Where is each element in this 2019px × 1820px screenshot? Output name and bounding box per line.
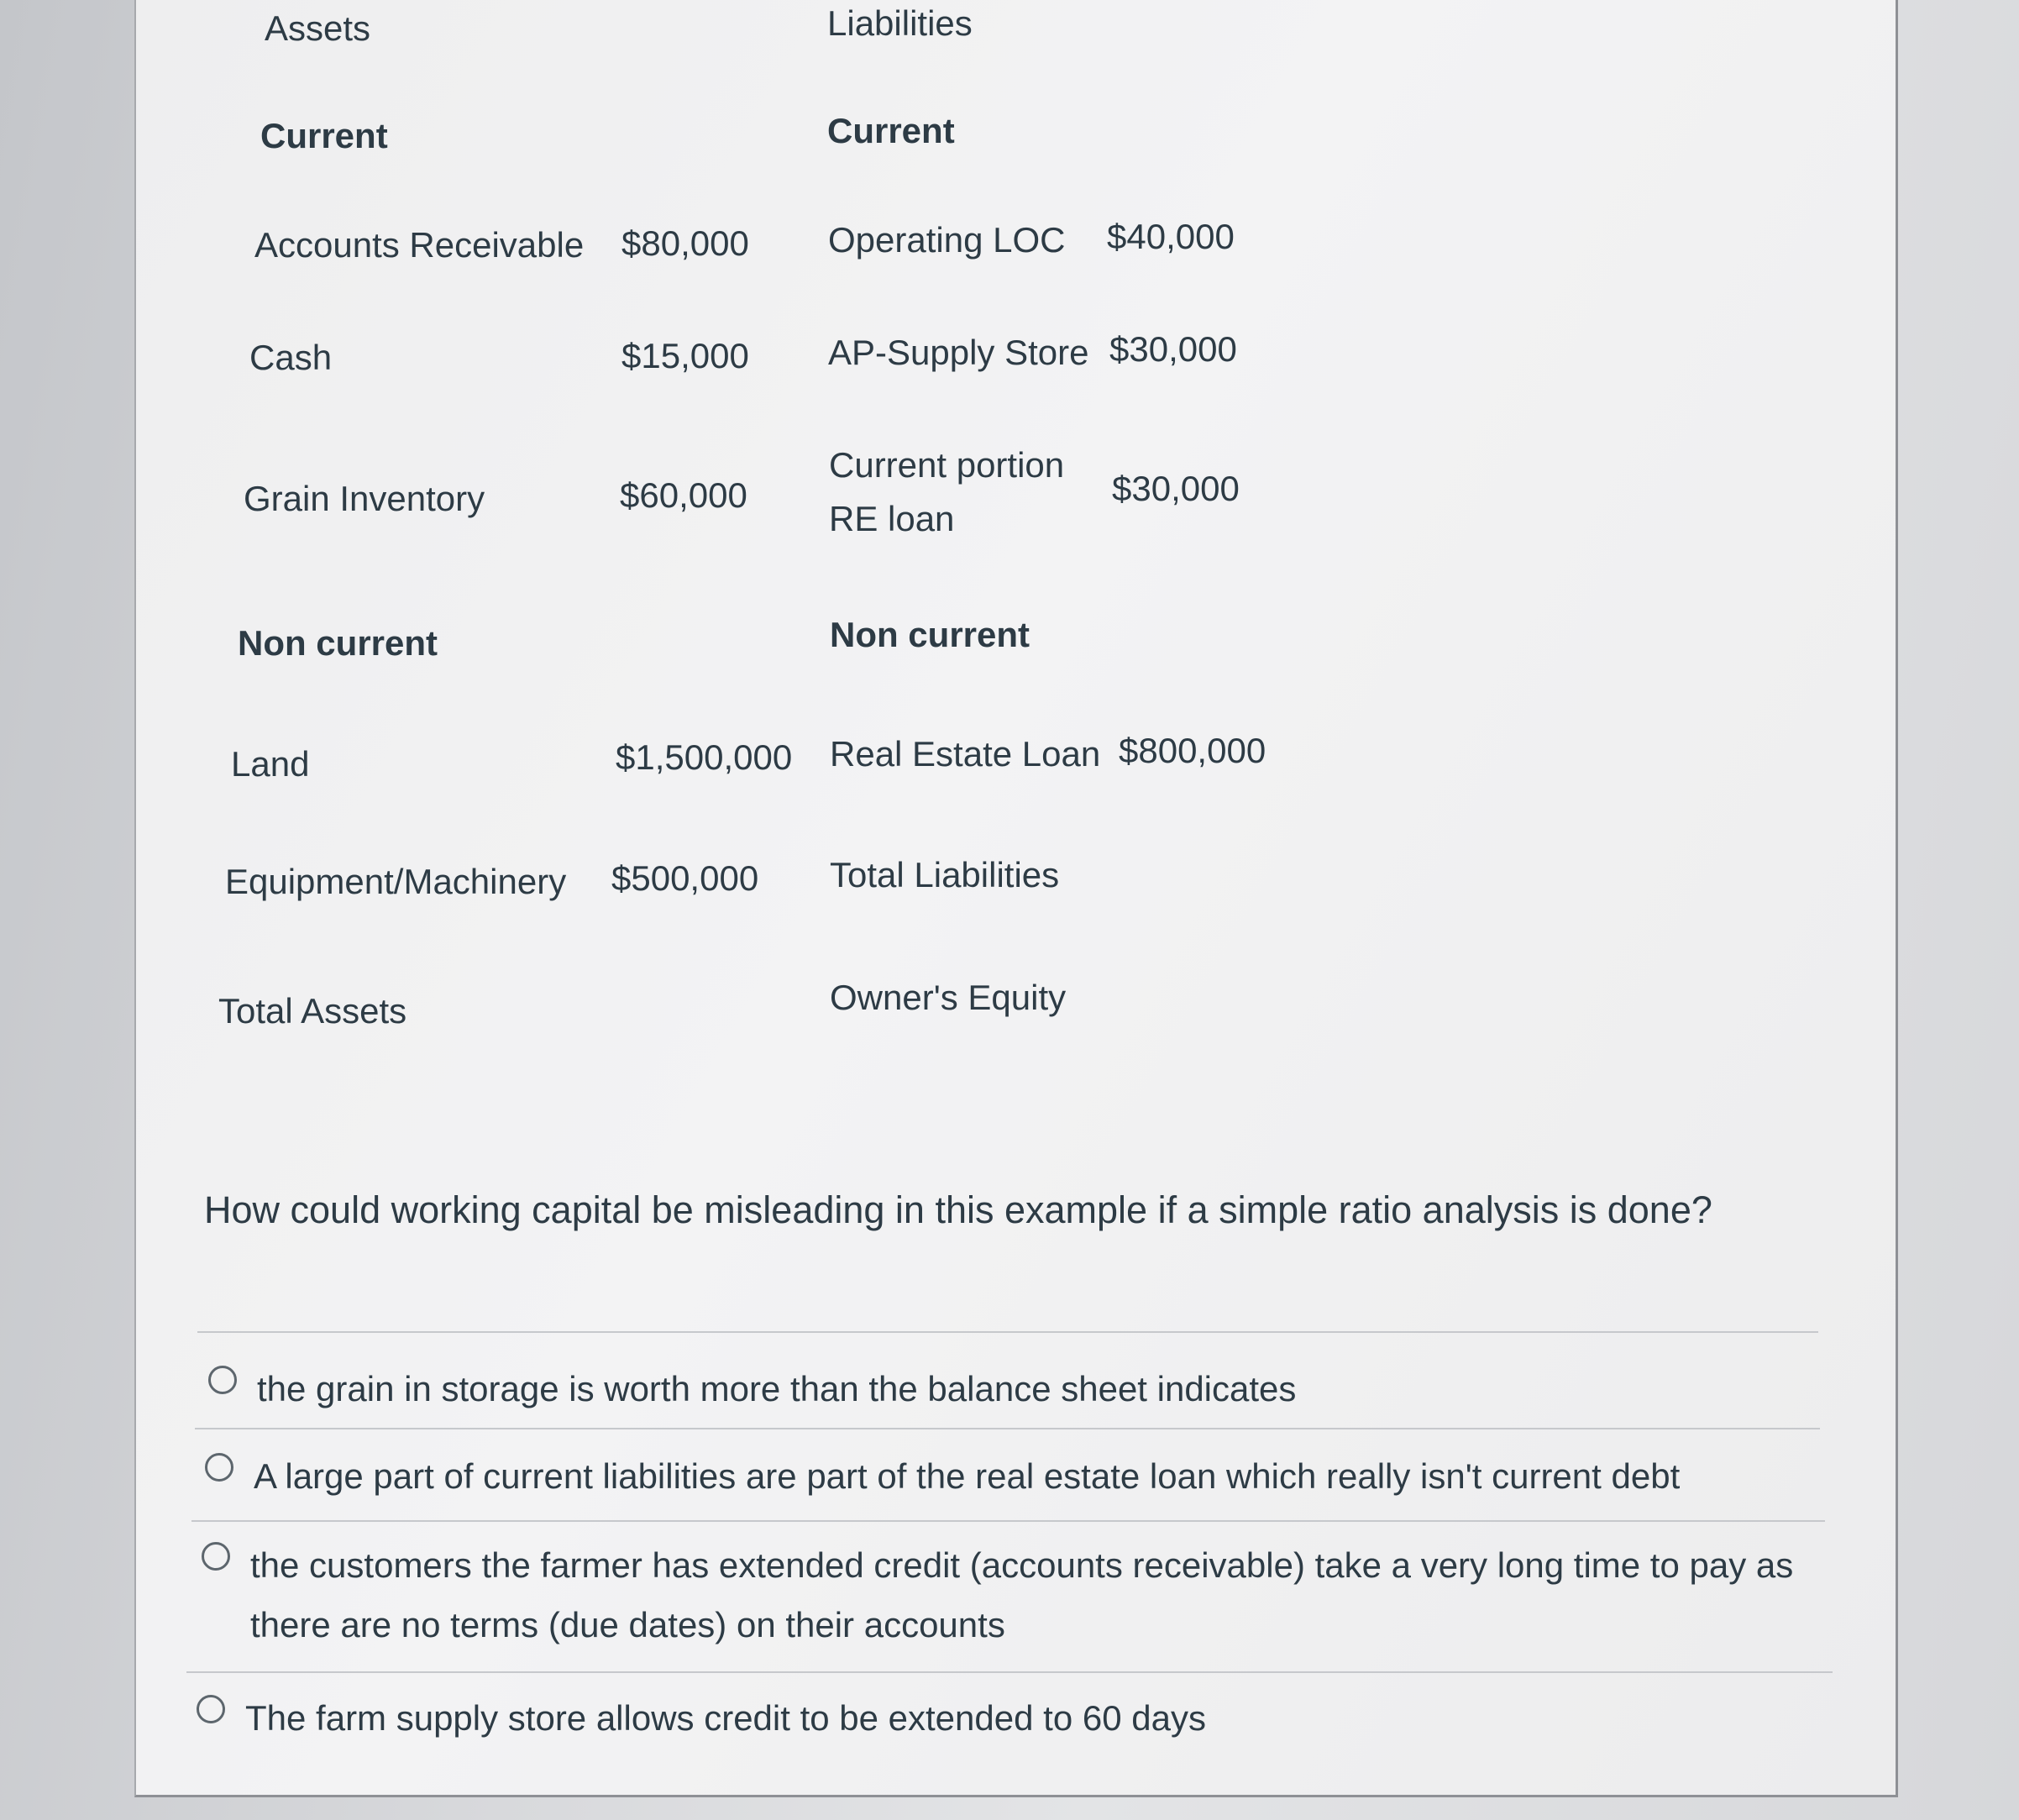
assets-noncurrent-heading: Non current [238, 623, 438, 663]
asset-value-equipment-machinery: $500,000 [611, 858, 759, 898]
radio-button-icon[interactable] [197, 1695, 225, 1723]
radio-button-icon[interactable] [202, 1542, 230, 1571]
liability-value-operating-loc: $40,000 [1107, 217, 1235, 256]
radio-button-icon[interactable] [205, 1453, 233, 1482]
divider [195, 1428, 1820, 1429]
asset-label-cash: Cash [249, 338, 333, 377]
asset-label-equipment-machinery: Equipment/Machinery [225, 862, 567, 901]
liability-value-current-portion-re-loan: $30,000 [1112, 469, 1240, 508]
assets-current-heading: Current [260, 116, 388, 155]
answer-option-1-text: the grain in storage is worth more than the balance sheet indicates [257, 1369, 1297, 1408]
liabilities-current-heading: Current [827, 111, 955, 150]
total-liabilities-label: Total Liabilities [830, 855, 1060, 894]
liability-label-real-estate-loan: Real Estate Loan [830, 734, 1101, 774]
answer-option-3-line2: there are no terms (due dates) on their accounts [250, 1605, 1005, 1645]
asset-label-land: Land [231, 744, 310, 784]
liability-label-operating-loc: Operating LOC [828, 220, 1066, 260]
answer-option-4[interactable] [197, 1688, 1206, 1748]
answer-option-4-text: The farm supply store allows credit to be extended to 60 days [245, 1698, 1206, 1738]
question-text: How could working capital be misleading in this example if a simple ratio analysis is done? [204, 1188, 1712, 1231]
asset-value-land: $1,500,000 [616, 737, 793, 777]
liability-value-ap-supply-store: $30,000 [1109, 329, 1237, 369]
divider [186, 1671, 1833, 1673]
answer-option-2[interactable] [205, 1446, 1680, 1506]
total-assets-label: Total Assets [218, 991, 407, 1031]
answer-option-1[interactable] [208, 1359, 1296, 1419]
asset-value-grain-inventory: $60,000 [620, 475, 747, 515]
divider [197, 1331, 1818, 1333]
radio-button-icon[interactable] [208, 1366, 237, 1394]
liability-value-real-estate-loan: $800,000 [1119, 731, 1266, 770]
asset-value-accounts-receivable: $80,000 [621, 223, 749, 263]
liabilities-header: Liabilities [827, 3, 973, 43]
answer-option-3-text [250, 1535, 1793, 1655]
liability-label-ap-supply-store: AP-Supply Store [828, 333, 1089, 372]
answer-option-2-text: A large part of current liabilities are part of the real estate loan which really isn't current debt [254, 1456, 1681, 1496]
answer-option-3[interactable] [202, 1535, 1793, 1655]
liability-label-current-portion-line2: RE loan [829, 499, 955, 538]
divider [191, 1520, 1825, 1522]
answer-option-3-line1: the customers the farmer has extended credit (accounts receivable) take a very long time to pay as [250, 1545, 1794, 1585]
owners-equity-label: Owner's Equity [830, 978, 1067, 1017]
liabilities-noncurrent-heading: Non current [830, 615, 1030, 654]
assets-header: Assets [265, 8, 371, 48]
asset-label-accounts-receivable: Accounts Receivable [254, 225, 585, 265]
asset-label-grain-inventory: Grain Inventory [244, 479, 485, 518]
liability-label-current-portion-line1: Current portion [829, 445, 1065, 485]
asset-value-cash: $15,000 [621, 336, 749, 375]
